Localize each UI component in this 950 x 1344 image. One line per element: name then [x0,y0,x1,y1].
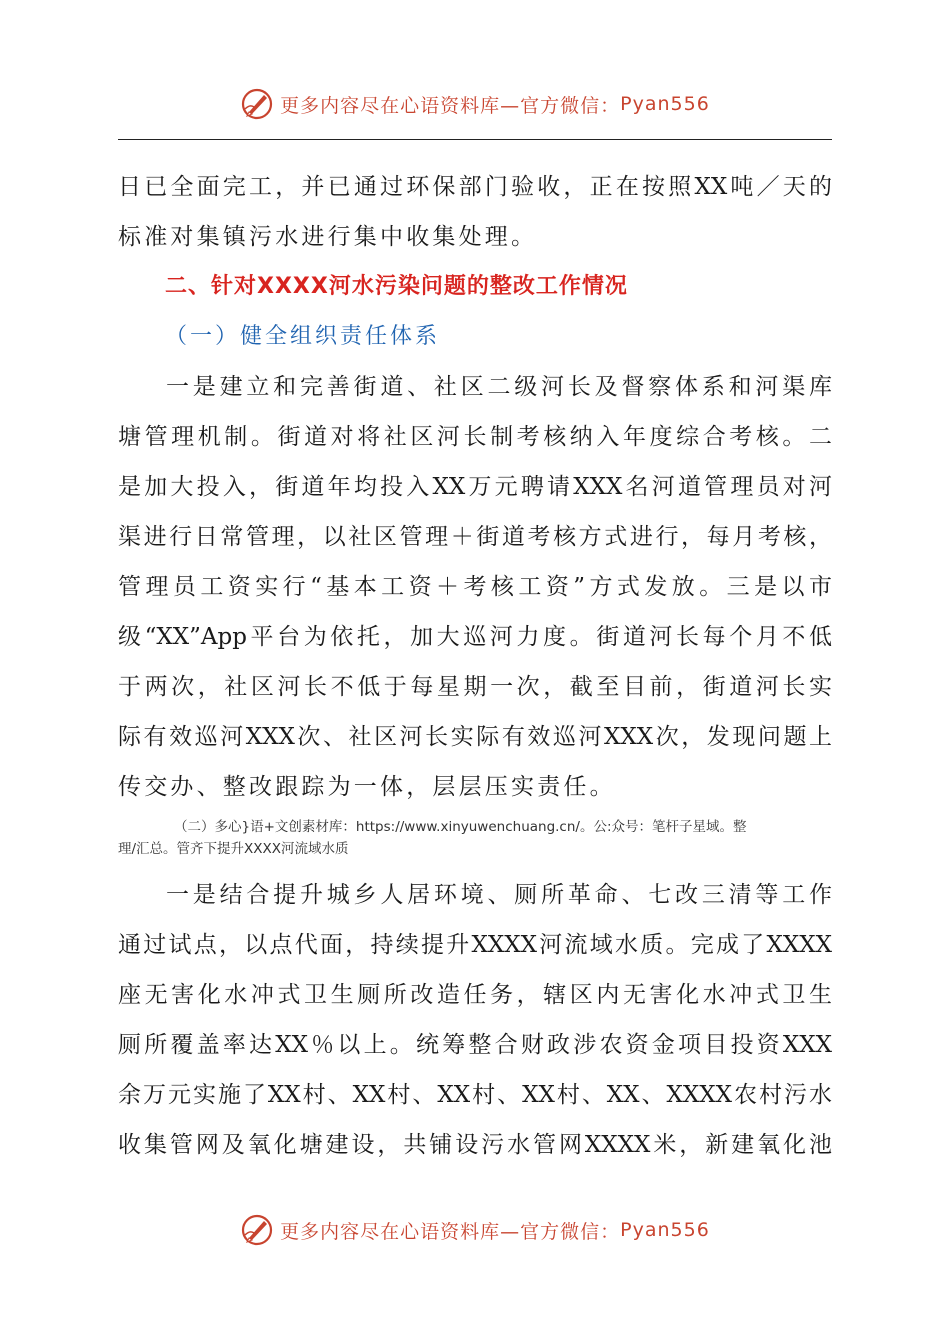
paragraph-line: 渠进行日常管理，以社区管理＋街道考核方式进行，每月考核， [118,524,832,550]
paragraph-line: 座无害化水冲式卫生厕所改造任务，辖区内无害化水冲式卫生 [118,982,832,1008]
paragraph-line: 标准对集镇污水进行集中收集处理。 [118,224,538,250]
paragraph-line: 余万元实施了XX村、XX村、XX村、XX村、XX、XXXX农村污水 [118,1082,832,1108]
note-line: （二）多心}语+文创素材库：https://www.xinyuwenchuang.cn/。公:众号：笔杆子星域。整 [174,819,747,835]
watermark-text: 更多内容尽在心语资料库—官方微信： [280,94,621,117]
paragraph-line: 于两次，社区河长不低于每星期一次，截至目前，街道河长实 [118,674,832,700]
paragraph-line: 日已全面完工，并已通过环保部门验收，正在按照XX吨／天的 [118,174,832,200]
paragraph-line: 际有效巡河XXX次、社区河长实际有效巡河XXX次，发现问题上 [118,724,832,750]
paragraph-line: 级“XX”App平台为依托，加大巡河力度。街道河长每个月不低 [118,624,832,650]
note-line: 理/汇总。管齐下提升XXXX河流域水质 [118,841,349,857]
paragraph-line: 塘管理机制。街道对将社区河长制考核纳入年度综合考核。二 [118,424,832,450]
subsection-heading: （一）健全组织责任体系 [165,324,441,349]
paragraph-line: 是加大投入，街道年均投入XX万元聘请XXX名河道管理员对河 [118,474,832,500]
paragraph-line: 通过试点，以点代面，持续提升XXXX河流域水质。完成了XXXX [118,932,832,958]
header-divider [118,139,832,140]
pen-logo-icon [240,1213,274,1247]
document-body [118,162,832,1170]
watermark-handle: Pyan556 [620,1219,710,1241]
footer-watermark [0,1210,950,1250]
header-watermark [0,84,950,124]
watermark-handle: Pyan556 [620,93,710,115]
paragraph-line: 收集管网及氧化塘建设，共铺设污水管网XXXX米，新建氧化池 [118,1132,832,1158]
paragraph-line: 管理员工资实行“基本工资＋考核工资”方式发放。三是以市 [118,574,832,600]
paragraph-line: 厕所覆盖率达XX％以上。统筹整合财政涉农资金项目投资XXX [118,1032,832,1058]
paragraph-line: 传交办、整改跟踪为一体，层层压实责任。 [118,774,616,800]
paragraph-line: 一是建立和完善街道、社区二级河长及督察体系和河渠库 [166,374,832,400]
paragraph-line: 一是结合提升城乡人居环境、厕所革命、七改三清等工作 [166,882,832,908]
section-heading: 二、针对XXXX河水污染问题的整改工作情况 [165,274,628,299]
watermark-text: 更多内容尽在心语资料库—官方微信： [280,1220,621,1243]
inserted-note [118,812,832,870]
pen-logo-icon [240,87,274,121]
